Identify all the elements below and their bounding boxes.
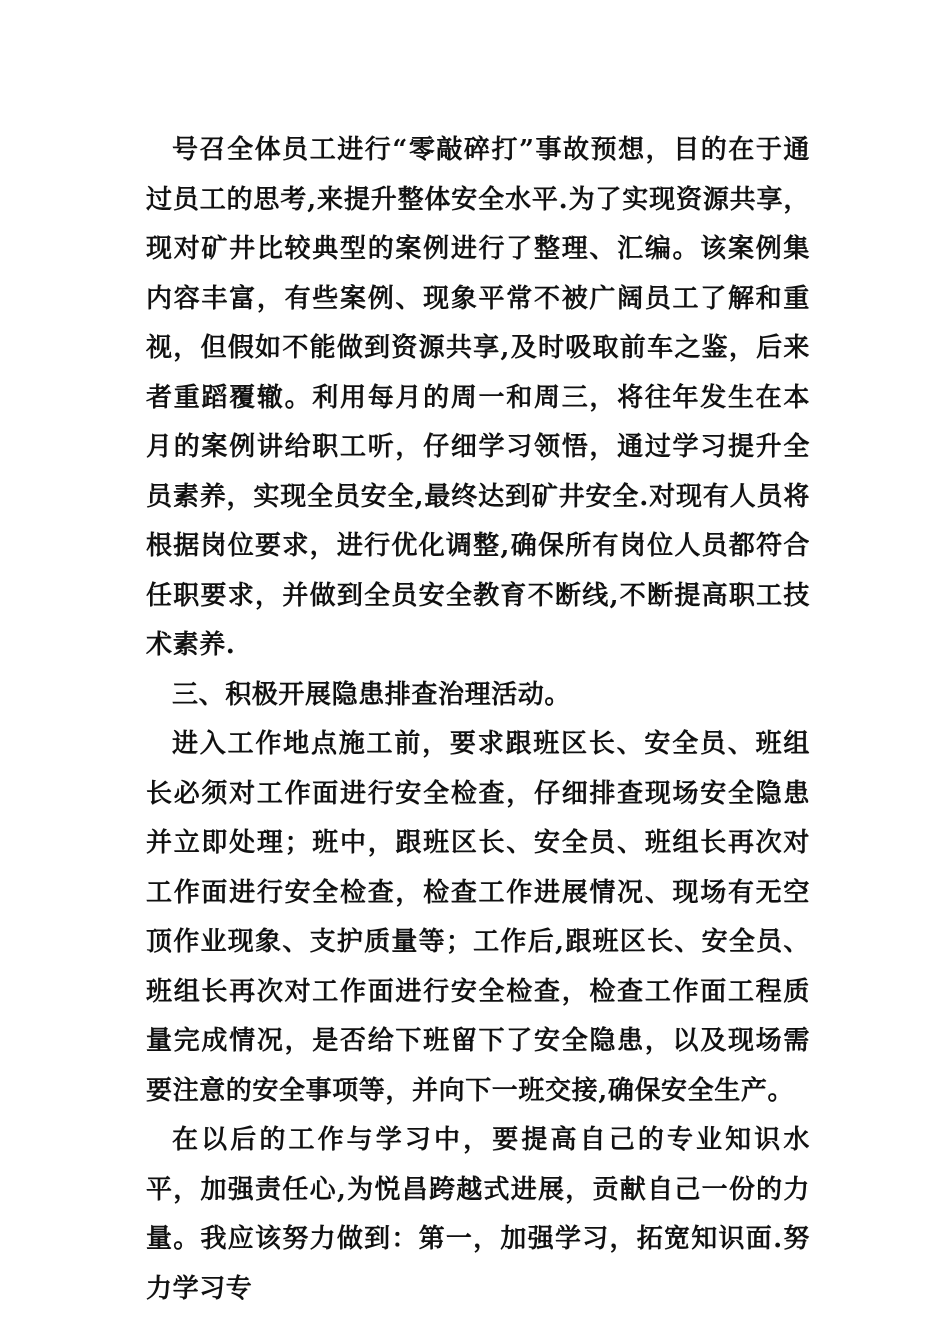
paragraph-case-study: 号召全体员工进行“零敲碎打”事故预想，目的在于通过员工的思考,来提升整体安全水平.为了实现资源共享，现对矿井比较典型的案例进行了整理、汇编。该案例集内容丰富，有些案例、现象平常不被广阔员工了解和重视，但假如不能做到资源共享,及时吸取前车之鉴，后来者重蹈覆辙。利用每月的周一和周三，将往年发生在本月的案例讲给职工听，仔细学习领悟，通过学习提升全员素养，实现全员安全,最终达到矿井安全.对现有人员将根据岗位要求，进行优化调整,确保所有岗位人员都符合任职要求，并做到全员安全教育不断线,不断提高职工技术素养.: [146, 135, 810, 660]
paragraph-safety-checks: 进入工作地点施工前，要求跟班区长、安全员、班组长必须对工作面进行安全检查，仔细排查现场安全隐患并立即处理；班中，跟班区长、安全员、班组长再次对工作面进行安全检查，检查工作进展情况、现场有无空顶作业现象、支护质量等；工作后,跟班区长、安全员、班组长再次对工作面进行安全检查，检查工作面工程质量完成情况，是否给下班留下了安全隐患，以及现场需要注意的安全事项等，并向下一班交接,确保安全生产。: [146, 729, 810, 1106]
paragraph-future-work: 在以后的工作与学习中，要提高自己的专业知识水平，加强责任心,为悦昌跨越式进展，贡献自己一份的力量。我应该努力做到：第一，加强学习，拓宽知识面.努力学习专: [146, 1125, 810, 1304]
document-body: [146, 126, 810, 1314]
section-heading-hazard-inspection: 三、积极开展隐患排查治理活动。: [172, 679, 572, 710]
